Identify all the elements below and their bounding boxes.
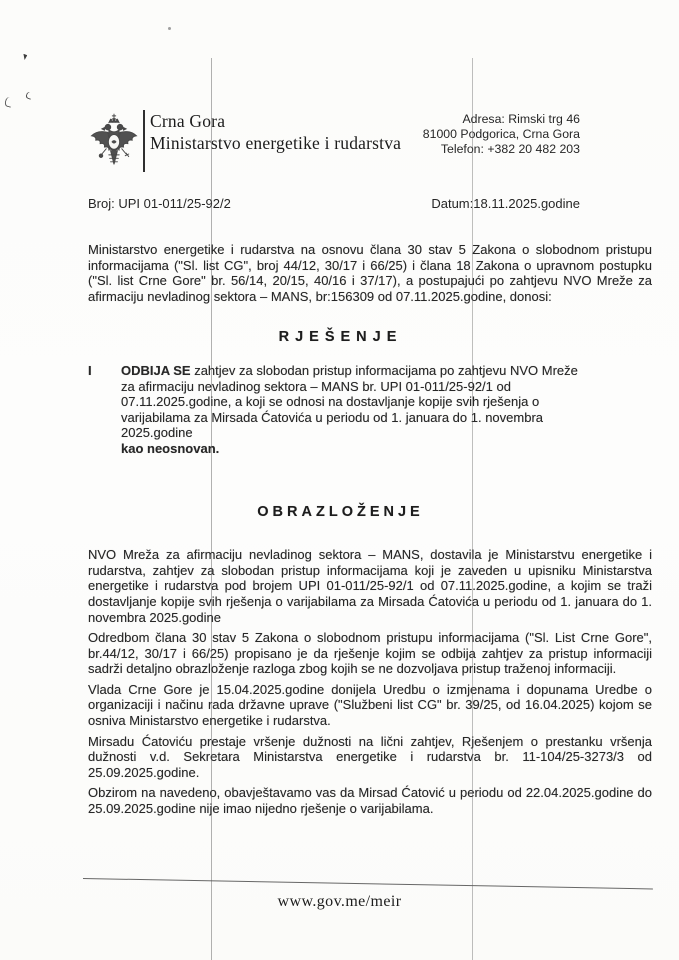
item-tail-bold: kao neosnovan. [121, 440, 220, 456]
footer-divider [83, 878, 653, 890]
document-number: Broj: UPI 01-011/25-92/2 [88, 196, 231, 211]
ink-speck [4, 96, 13, 107]
fold-line-right [472, 58, 473, 960]
address-line: Telefon: +382 20 482 203 [440, 142, 580, 156]
ink-speck [25, 91, 33, 100]
intro-paragraph: Ministarstvo energetike i rudarstva na osnovu člana 30 stav 5 Zakona o slobodnom pristupu informacijama ("Sl. list CG", broj 44/12, 30/17 i 66/25) i člana 18 Zakona o upravnom postupku ("Sl. list Crne Gore" br. 56/14, 20/15, 40/16 i 37/17), a postupajući po zahtjevu NVO Mreže za afirmaciju nevladinog sektora – MANS, br:156309 od 07.11.2025.godine, donosi: [88, 242, 652, 304]
explanation-paragraph: Mirsadu Ćatoviću prestaje vršenje dužnosti na lični zahtjev, Rješenjem o prestanku vršenja dužnosti v.d. Sekretara Ministarstva energetike i rudarstva br. 11-104/25-3273/3 od 25.09.2025.godine. [88, 733, 652, 780]
footer-website: www.gov.me/meir [277, 893, 402, 910]
decision-item-1 [88, 363, 593, 457]
item-text [121, 363, 593, 457]
item-body-text: zahtjev za slobodan pristup informacijama po zahtjevu NVO Mreže za afirmaciju nevladinog sektora – MANS br. UPI 01-011/25-92/1 od 07.11.2025.godine, a koji se odnosi na dostavljanje kopije svih rješenja o varijabilama za Mirsada Ćatovića u periodu od 1. januara do 1. novembra 2025.godine [121, 362, 578, 441]
fold-line-left [211, 58, 212, 960]
explanation-paragraph: Vlada Crne Gore je 15.04.2025.godine donijela Uredbu o izmjenama i dopunama Uredbe o organizaciji i načinu rada državne uprave ("Službeni list CG" br. 39/25, od 16.04.2025) kojom se osniva Ministarstvo energetike i rudarstva. [88, 681, 652, 729]
document-date: Datum:18.11.2025.godine [431, 196, 580, 211]
montenegro-coat-of-arms-icon [88, 112, 140, 170]
explanation-paragraph: Odredbom člana 30 stav 5 Zakona o slobodnom pristupu informacijama ("Sl. List Crne Gore", br.44/12, 30/17 i 66/25) propisano je da rješenje kojim se odbija zahtjev za pristup informaciji sadrži detaljno obrazloženje razloga zbog kojih se ne dozvoljava pristup traženoj informaciji. [88, 630, 652, 677]
explanation-section [88, 547, 652, 817]
explanation-paragraph: Obzirom na navedeno, obavještavamo vas da Mirsad Ćatović u periodu od 22.04.2025.godine do 25.09.2025.godine nije imao nijedno rješenje o varijabilama. [88, 785, 652, 817]
item-lead-bold: ODBIJA SE [121, 362, 191, 378]
heading-obrazlozenje: OBRAZLOŽENJE [257, 503, 424, 520]
logo-divider [143, 110, 145, 172]
heading-rjesenje: RJEŠENJE [278, 329, 403, 346]
ministry-name-block [150, 110, 401, 154]
explanation-paragraph: NVO Mreža za afirmaciju nevladinog sektora – MANS, dostavila je Ministarstvu energetike i rudarstva, zahtjev za slobodan pristup informacijama koji je zaveden u upisniku Ministarstva energetike i rudarstva pod brojem UPI 01-011/25-92/1 od 07.11.2025.godine, a kojim se traži dostavljanje kopije svih rješenja o varijabilama za Mirsada Ćatovića u periodu od 1. januara do 1. novembra 2025.godine [88, 547, 652, 625]
address-line: Adresa: Rimski trg 46 [462, 112, 580, 126]
ink-speck [23, 54, 28, 60]
country-name: Crna Gora [150, 111, 226, 131]
address-line: 81000 Podgorica, Crna Gora [422, 127, 580, 141]
address-block [423, 112, 580, 157]
ink-speck [168, 27, 171, 30]
document-body [88, 242, 652, 822]
item-numeral: I [88, 362, 92, 378]
ministry-name: Ministarstvo energetike i rudarstva [150, 133, 402, 153]
